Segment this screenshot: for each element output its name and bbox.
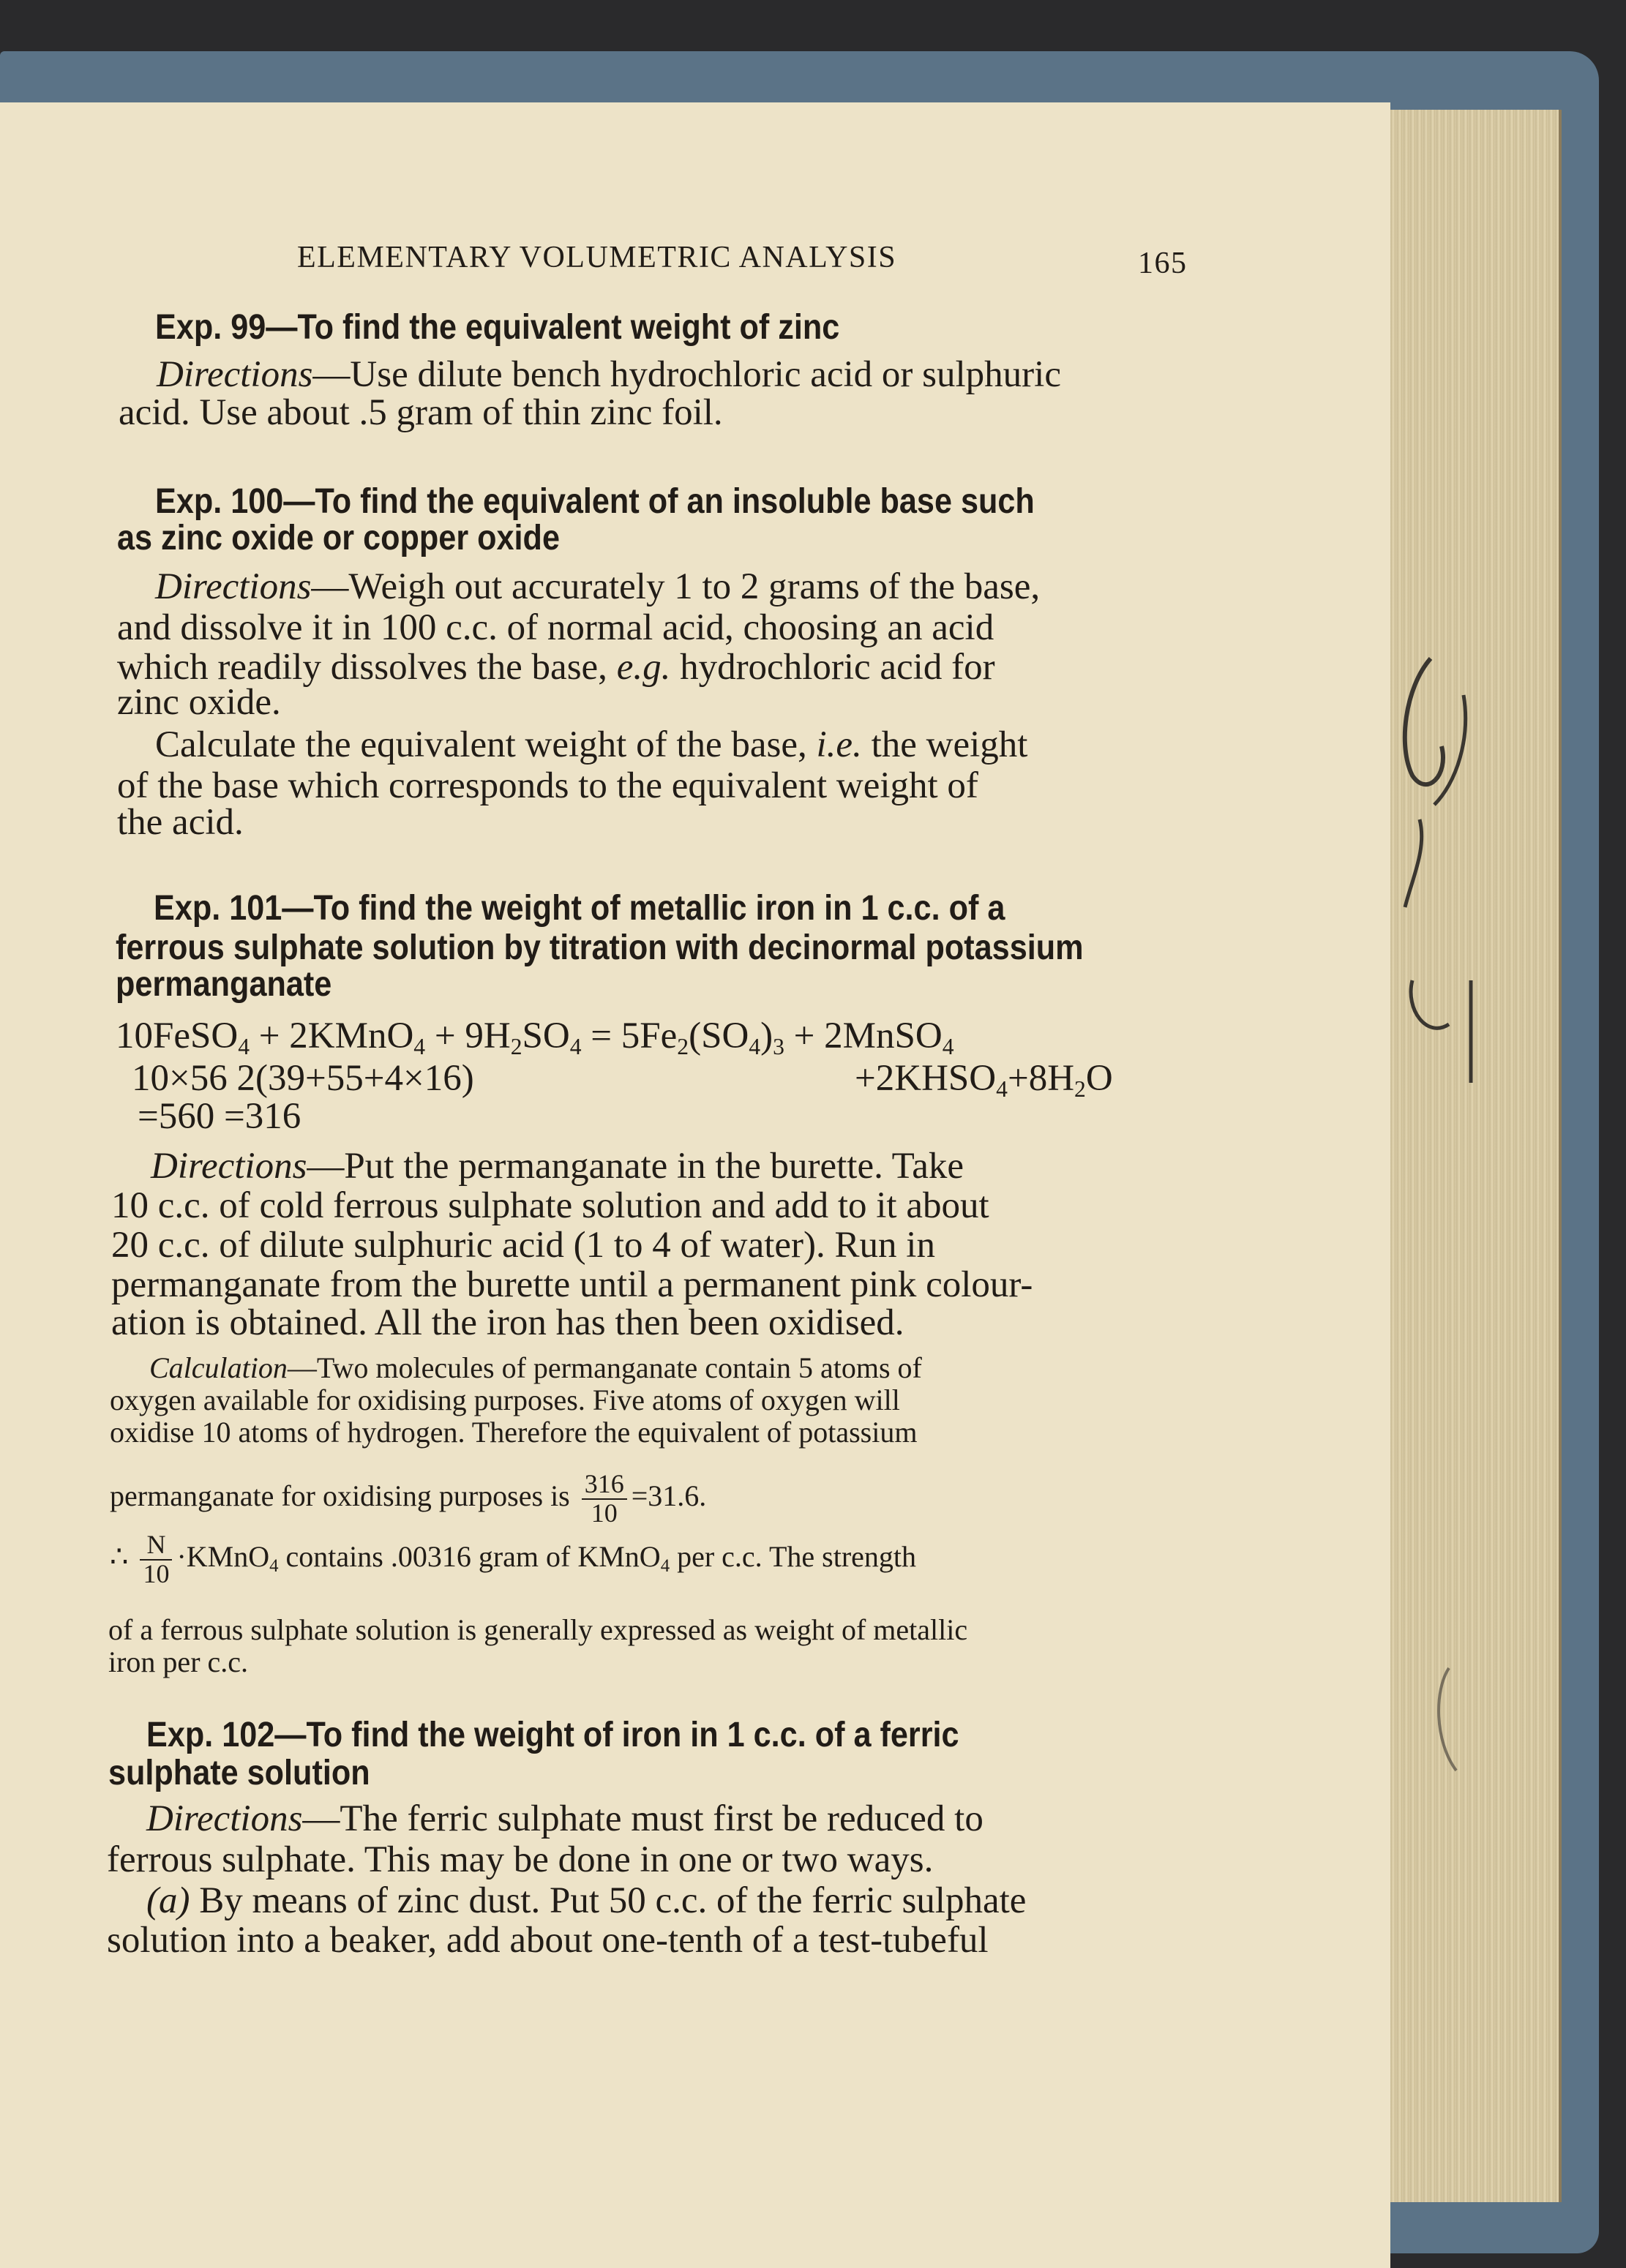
exp100-line4: zinc oxide. [117, 682, 281, 723]
exp100-heading-2: as zinc oxide or copper oxide [117, 519, 560, 557]
exp100-line2: and dissolve it in 100 c.c. of normal acid, choosing an acid [117, 607, 994, 648]
exp99-heading: Exp. 99—To find the equivalent weight of zinc [155, 308, 840, 347]
exp101-c4: permanganate for oxidising purposes is $\frac{316}{10}$ =31.6. [110, 1469, 707, 1528]
exp102-heading-2: sulphate solution [108, 1754, 370, 1792]
exp101-c3: oxidise 10 atoms of hydrogen. Therefore the equivalent of potassium [110, 1416, 918, 1449]
exp100-heading-1: Exp. 100—To find the equivalent of an insoluble base such [155, 482, 1035, 521]
exp99-line2: acid. Use about .5 gram of thin zinc foil. [119, 392, 723, 433]
exp100-calc-1: Calculate the equivalent weight of the base, i.e. the weight [155, 724, 1028, 765]
equation-totals: =560 =316 [138, 1096, 301, 1137]
exp101-calculation: Calculation—Two molecules of permanganate contain 5 atoms of [149, 1351, 922, 1384]
page-number: 165 [1138, 247, 1188, 280]
exp101-d5: ation is obtained. All the iron has then been oxidised. [111, 1302, 904, 1343]
exp101-d2: 10 c.c. of cold ferrous sulphate solution and add to it about [111, 1185, 989, 1226]
exp101-heading-2: ferrous sulphate solution by titration with decinormal potassium [116, 928, 1084, 967]
reaction-equation: 10FeSO$_4$ + 2KMnO$_4$ + $9H_2SO_4 = 5Fe_2(SO_4)_3$ + 2MnSO$_4$ [116, 1015, 954, 1059]
exp101-c2: oxygen available for oxidising purposes. Five atoms of oxygen will [110, 1383, 900, 1416]
exp101-d4: permanganate from the burette until a permanent pink colour- [111, 1264, 1033, 1305]
exp102-directions: Directions—The ferric sulphate must first be reduced to [146, 1798, 984, 1839]
exp101-heading-1: Exp. 101—To find the weight of metallic iron in 1 c.c. of a [154, 889, 1005, 928]
exp100-calc-2: of the base which corresponds to the equivalent weight of [117, 765, 978, 806]
exp101-d3: 20 c.c. of dilute sulphuric acid (1 to 4 of water). Run in [111, 1225, 935, 1266]
exp102-heading-1: Exp. 102—To find the weight of iron in 1 c.c. of a ferric [146, 1716, 959, 1754]
running-head-title: ELEMENTARY VOLUMETRIC ANALYSIS [297, 241, 897, 274]
exp101-directions: Directions—Put the permanganate in the burette. Take [151, 1146, 964, 1187]
exp101-heading-3: permanganate [116, 965, 332, 1004]
exp100-calc-3: the acid. [117, 802, 244, 843]
exp102-d2: ferrous sulphate. This may be done in one or two ways. [107, 1839, 934, 1880]
exp102-d4: solution into a beaker, add about one-tenth of a test-tubeful [107, 1920, 989, 1961]
exp101-c5: ∴ $\frac{N}{10}$ ·KMnO$_4$ contains .00316 gram of KMnO$_4$ per c.c. The strength [110, 1530, 917, 1588]
equation-weights: 10×56 2(39+55+4×16) [132, 1058, 474, 1099]
exp99-directions: Directions—Use dilute bench hydrochloric acid or sulphuric [157, 354, 1061, 395]
exp101-c7: iron per c.c. [108, 1645, 249, 1678]
exp100-line3: which readily dissolves the base, e.g. hydrochloric acid for [117, 647, 995, 688]
equation-products-2: $+2KHSO_4+8H_2O$ [855, 1058, 1113, 1102]
pencil-marks [1361, 629, 1537, 1873]
exp101-c6: of a ferrous sulphate solution is generally expressed as weight of metallic [108, 1613, 968, 1646]
exp102-d3: (a) By means of zinc dust. Put 50 c.c. of the ferric sulphate [146, 1880, 1027, 1921]
exp100-directions: Directions—Weigh out accurately 1 to 2 grams of the base, [155, 566, 1041, 607]
